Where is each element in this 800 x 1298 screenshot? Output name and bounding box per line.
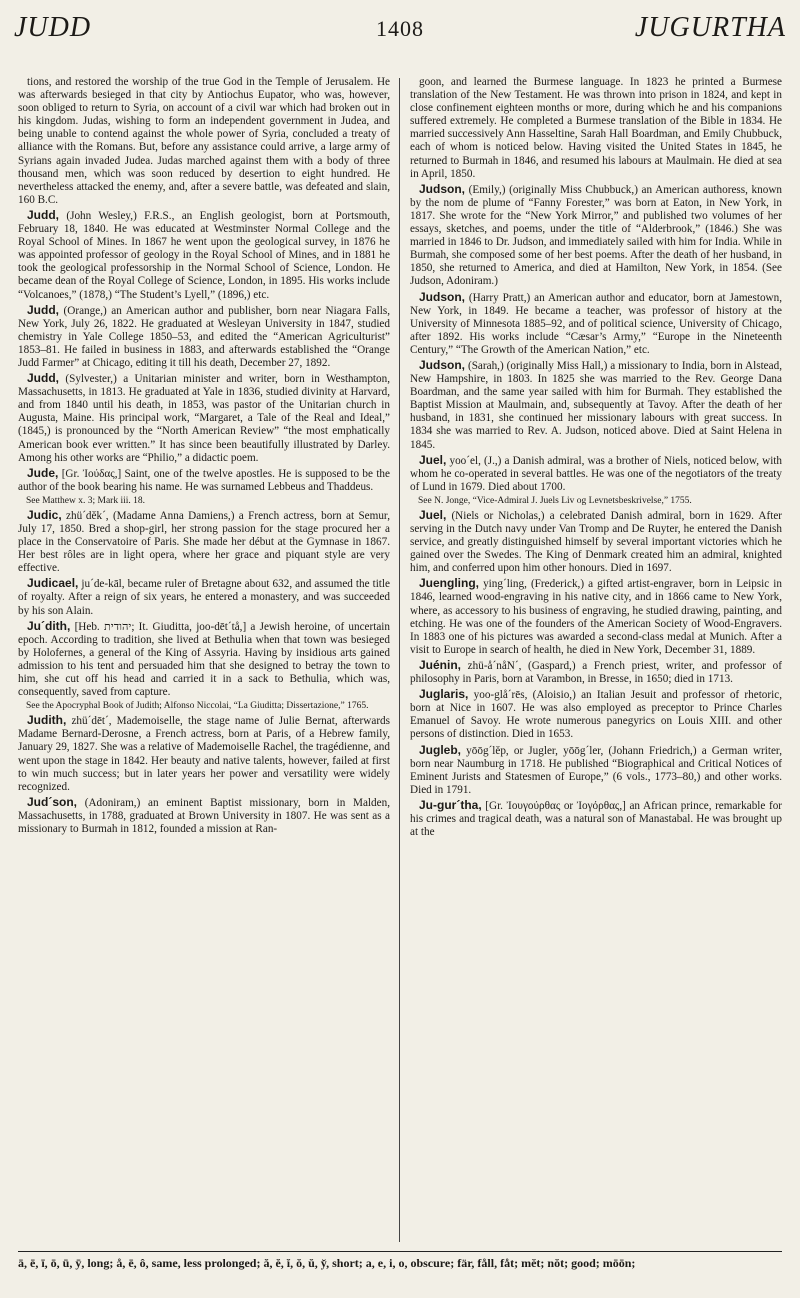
entry-headword: Judson, [419,357,466,372]
entry-text: (Harry Pratt,) an American author and educator, born at Jamestown, New York, in 1849. He became a teacher, was professor of history at the University of Minnesota 1885–92, and of political science, University of Chicago, after 1892. His works include “Cæsar’s Army,” “Europe in the Nineteenth Century,” “The Growth of the American Nation,” etc. [410,291,782,356]
entry-text: (Emily,) (originally Miss Chubbuck,) an American authoress, known by the nom de plume of “Fanny Forester,” was born at Eaton, in New York, in 1817. She wrote for the “New York Mirror,” and published two volumes of her essays, sketches, and poems, under the title of “Alderbrook,” (1846.) She was married in 1846 to Dr. Judson, and immediately sailed with him for India. While in Burmah, she composed some of her best poems. After the death of her husband, in 1850, she returned to America, and died at Hamilton, New York, in 1854. (See Judson, Adoniram.) [410,183,782,288]
entry-text: yōōg´lĕp, or Jugler, yōōg´ler, (Johann Friedrich,) a German writer, born near Naumburg in 1718. He published “Biographical and Critical Notices of Eminent Jurists and Statesmen of Europe,” (6 vols., 1773–80,) and other works. Died in 1791. [410,744,782,796]
header-left-word: JUDD [14,12,92,43]
dictionary-entry [18,372,390,465]
dictionary-entry [18,76,390,207]
source-note [26,496,390,507]
dictionary-entry [18,796,390,836]
entry-text: (Sarah,) (originally Miss Hall,) a missionary to India, born in Alstead, New Hampshire, in 1803. In 1825 she was married to the Rev. George Dana Boardman, and the same year sailed with him for Burmah. They established the Baptist Mission at Maulmain, and, subsequently at Tavoy. After the death of her husband, in 1831, she continued her missionary labours with great success. In 1834 she was married to Rev. A. Judson, noticed above. Died at Saint Helena in 1845. [410,359,782,451]
dictionary-entry [410,509,782,575]
entry-headword: Juénin, [419,657,462,672]
entry-headword: Juglaris, [419,687,469,702]
entry-text: (Sylvester,) a Unitarian minister and writer, born in Westhampton, Massachusetts, in 1813. He graduated at Yale in 1836, studied divinity at Harvard, and from 1840 until his death, in 1853, was pastor of the Unitarian church in Augusta, Maine. His principal work, “Margaret, a Tale of the Real and Ideal,” (1845,) is pronounced by the “North American Review” “the most emphatically American book ever written.” It has since been beautifully illustrated by Darley. Among his other works are “Philio,” a didactic poem. [18,373,390,464]
dictionary-entry [18,577,390,617]
entry-text: yoo´el, (J.,) a Danish admiral, was a brother of Niels, noticed below, with whom he co-operated in several battles. He was one of the negotiators of the treaty of Lund in 1679. Died about 1700. [410,454,782,493]
dictionary-entry [18,467,390,494]
dictionary-entry [18,714,390,794]
entry-text: [Heb. יהודית; It. Giuditta, joo-dēt´tå,] a Jewish heroine, of uncertain epoch. According to tradition, she lived at Bethulia when that town was besieged by Holofernes, a general of the King of Assyria. Having by insidious arts gained admission to his tent and persuaded him that she designed to betray the town to him, she cut off his head and carried it in a sack to Bethulia, which was, consequently, saved from capture. [18,620,390,699]
entry-text: zhü-å´nåN´, (Gaspard,) a French priest, writer, and professor of philosophy in Paris, born at Varambon, in Bresse, in 1650; died in 1713. [410,659,782,686]
column-divider [399,78,400,1242]
footer-rule [18,1251,782,1252]
entry-text: yoo-glå´rēs, (Aloisio,) an Italian Jesuit and professor of rhetoric, born at Nice in 1607. He was also employed as preceptor to Prince Charles Emanuel of Savoy. He wrote numerous panegyrics on Louis XIII. and other persons of distinction. Died in 1653. [410,689,782,741]
entry-text: ying´ling, (Frederick,) a gifted artist-engraver, born in Leipsic in 1846, learned wood-engraving in his native city, and in 1866 came to New York, where, as accessory to his business of engraving, he studied drawing, painting, and etching. He was one of the founders of the American Society of Wood-Engravers. In 1883 one of his pictures was awarded a second-class medal at Munich. After a visit to Europe in search of health, he died in New York, December 31, 1889. [410,578,782,656]
dictionary-entry [18,209,390,302]
dictionary-entry [410,291,782,357]
right-column [410,76,782,1244]
pronunciation-key: ā, ē, ī, ō, ū, ȳ, long; å, ē, ô, same, less prolonged; ă, ĕ, ĭ, ŏ, ŭ, y̆, short; a, e, i, o, obscure; fär, fåll, fåt; mĕt; nŏt; good; mōōn; [18,1256,636,1270]
header-right-word: JUGURTHA [634,12,786,43]
dictionary-entry [18,509,390,575]
running-header [14,12,786,52]
dictionary-entry [410,688,782,741]
entry-headword: Judith, [27,713,67,728]
entry-text: See the Apocryphal Book of Judith; Alfonso Niccolai, “La Giuditta; Dissertazione,” 1765. [26,701,369,712]
entry-headword: Judd, [27,302,59,317]
entry-headword: Juel, [419,452,447,467]
entry-text: zhü´dĕk´, (Madame Anna Damiens,) a French actress, born at Semur, July 17, 1850. Bred a shop-girl, her strong passion for the stage procured her a place in the Conservatoire of Paris. She made her début at the Gymnase in 1867. Her best rôles are in light opera, where her grace and piquant style are very effective. [18,509,390,575]
dictionary-entry [410,183,782,289]
dictionary-entry [410,577,782,657]
entry-text: (Adoniram,) an eminent Baptist missionary, born in Malden, Massachusetts, in 1788, graduated at Brown University in 1807. He was sent as a missionary to Burmah in 1812, founded a mission at Ran- [18,796,390,835]
entry-text: [Gr. Ἰουγούρθας or Ἰογόρθας,] an African prince, remarkable for his crimes and tragical death, was a natural son of Manastabal. He was brought up at the [410,799,782,839]
entry-headword: Juengling, [419,576,479,591]
entry-headword: Jugleb, [419,742,462,757]
dictionary-entry [410,744,782,797]
dictionary-entry [410,799,782,839]
entry-text: See Matthew x. 3; Mark iii. 18. [26,495,145,506]
entry-headword: Judd, [27,207,59,222]
dictionary-entry [18,620,390,700]
entry-headword: Judson, [419,181,466,196]
entry-text: ju´de-kāl, became ruler of Bretagne about 632, and assumed the title of royalty. After a reign of six years, he entered a monastery, and was succeeded by his son Alain. [18,578,390,617]
source-note [418,496,782,507]
entry-text: (Niels or Nicholas,) a celebrated Danish admiral, born in 1629. After serving in the Dutch navy under Van Tromp and De Ruyter, he entered the Danish service, and greatly distinguished himself by several important victories which he gained over the Swedes. The King of Denmark created him an admiral, knighted him, and conferred upon him other honours. Died in 1697. [410,509,782,575]
entry-text: goon, and learned the Burmese language. In 1823 he printed a Burmese translation of the New Testament. He was thrown into prison in 1824, and kept in close confinement eighteen months or more, during which he and his companions suffered extremely. He completed a Burmese translation of the Bible in 1834. He married successively Ann Hasseltine, Sarah Hall Boardman, and Emily Chubbuck, each of whom is noticed below. Having visited the United States in 1845, he returned to Burmah in 1846, and resumed his labours at Maulmain. He died at sea in April, 1850. [410,76,782,180]
entry-text: See N. Jonge, “Vice-Admiral J. Juels Liv og Levnetsbeskrivelse,” 1755. [418,495,692,506]
entry-headword: Jud´son, [27,794,77,809]
entry-headword: Jude, [27,465,59,480]
entry-headword: Ju-gur´tha, [419,797,482,812]
dictionary-entry [410,359,782,452]
entry-headword: Judicael, [27,576,79,591]
entry-headword: Judic, [27,507,62,522]
left-column [18,76,390,1244]
dictionary-entry [410,659,782,686]
entry-text: (John Wesley,) F.R.S., an English geologist, born at Portsmouth, February 18, 1840. He was educated at Westminster Normal College and the Royal School of Mines. In 1867 he went upon the geological survey, in 1876 he was appointed professor of geology in the Royal School of Mines, and in 1881 he took the geological professorship in the Normal School of Science, London. He became dean of the Royal College of Science, London, in 1895. His works include “Volcanoes,” (1878,) “The Student’s Lyell,” (1896,) etc. [18,209,390,301]
entry-text: (Orange,) an American author and publisher, born near Niagara Falls, New York, July 26, 1822. He graduated at Wesleyan University in 1847, studied chemistry in Yale College 1850–53, and edited the “American Agriculturist” 1853–81. He failed in business in 1883, and afterwards established the “Orange Judd Farmer” at Chicago, editing it till his death, December 27, 1892. [18,304,390,369]
entry-headword: Judson, [419,289,466,304]
dictionary-entry [410,454,782,494]
dictionary-entry [18,304,390,370]
entry-text: tions, and restored the worship of the true God in the Temple of Jerusalem. He was afterwards besieged in that city by Antiochus Eupator, who was, however, soon obliged to return to Syria, on account of a civil war which had broken out in his kingdom. Judas, wishing to form an independent government in Judea, and being unable to contend against the whole power of Syria, concluded a treaty of alliance with the Romans. But, before any assistance could arrive, a large army of Syrians again invaded Judea. Judas marched against them with a body of three thousand men, which was soon reduced by desertion to eight hundred. He nevertheless attacked the enemy, and, after a severe battle, was defeated and slain, 160 B.C. [18,76,390,206]
source-note [26,701,390,712]
entry-headword: Juel, [419,507,447,522]
entry-text: [Gr. Ἰούδας,] Saint, one of the twelve apostles. He is supposed to be the author of the book bearing his name. He was surnamed Lebbeus and Thaddeus. [18,467,390,493]
entry-text: zhü´dēt´, Mademoiselle, the stage name of Julie Bernat, afterwards Madame Bernard-Derosne, a French actress, born at Paris, of a Hebrew family, January 29, 1827. She was a relative of Mademoiselle Rachel, the tragédienne, and went upon the stage in 1842. Her beauty and native talents, however, failed at first to win much success; but in later years her power and versatility were widely recognized. [18,715,390,793]
dictionary-entry [410,76,782,181]
entry-headword: Ju´dith, [27,618,71,633]
page-number: 1408 [376,16,424,41]
entry-headword: Judd, [27,371,59,386]
